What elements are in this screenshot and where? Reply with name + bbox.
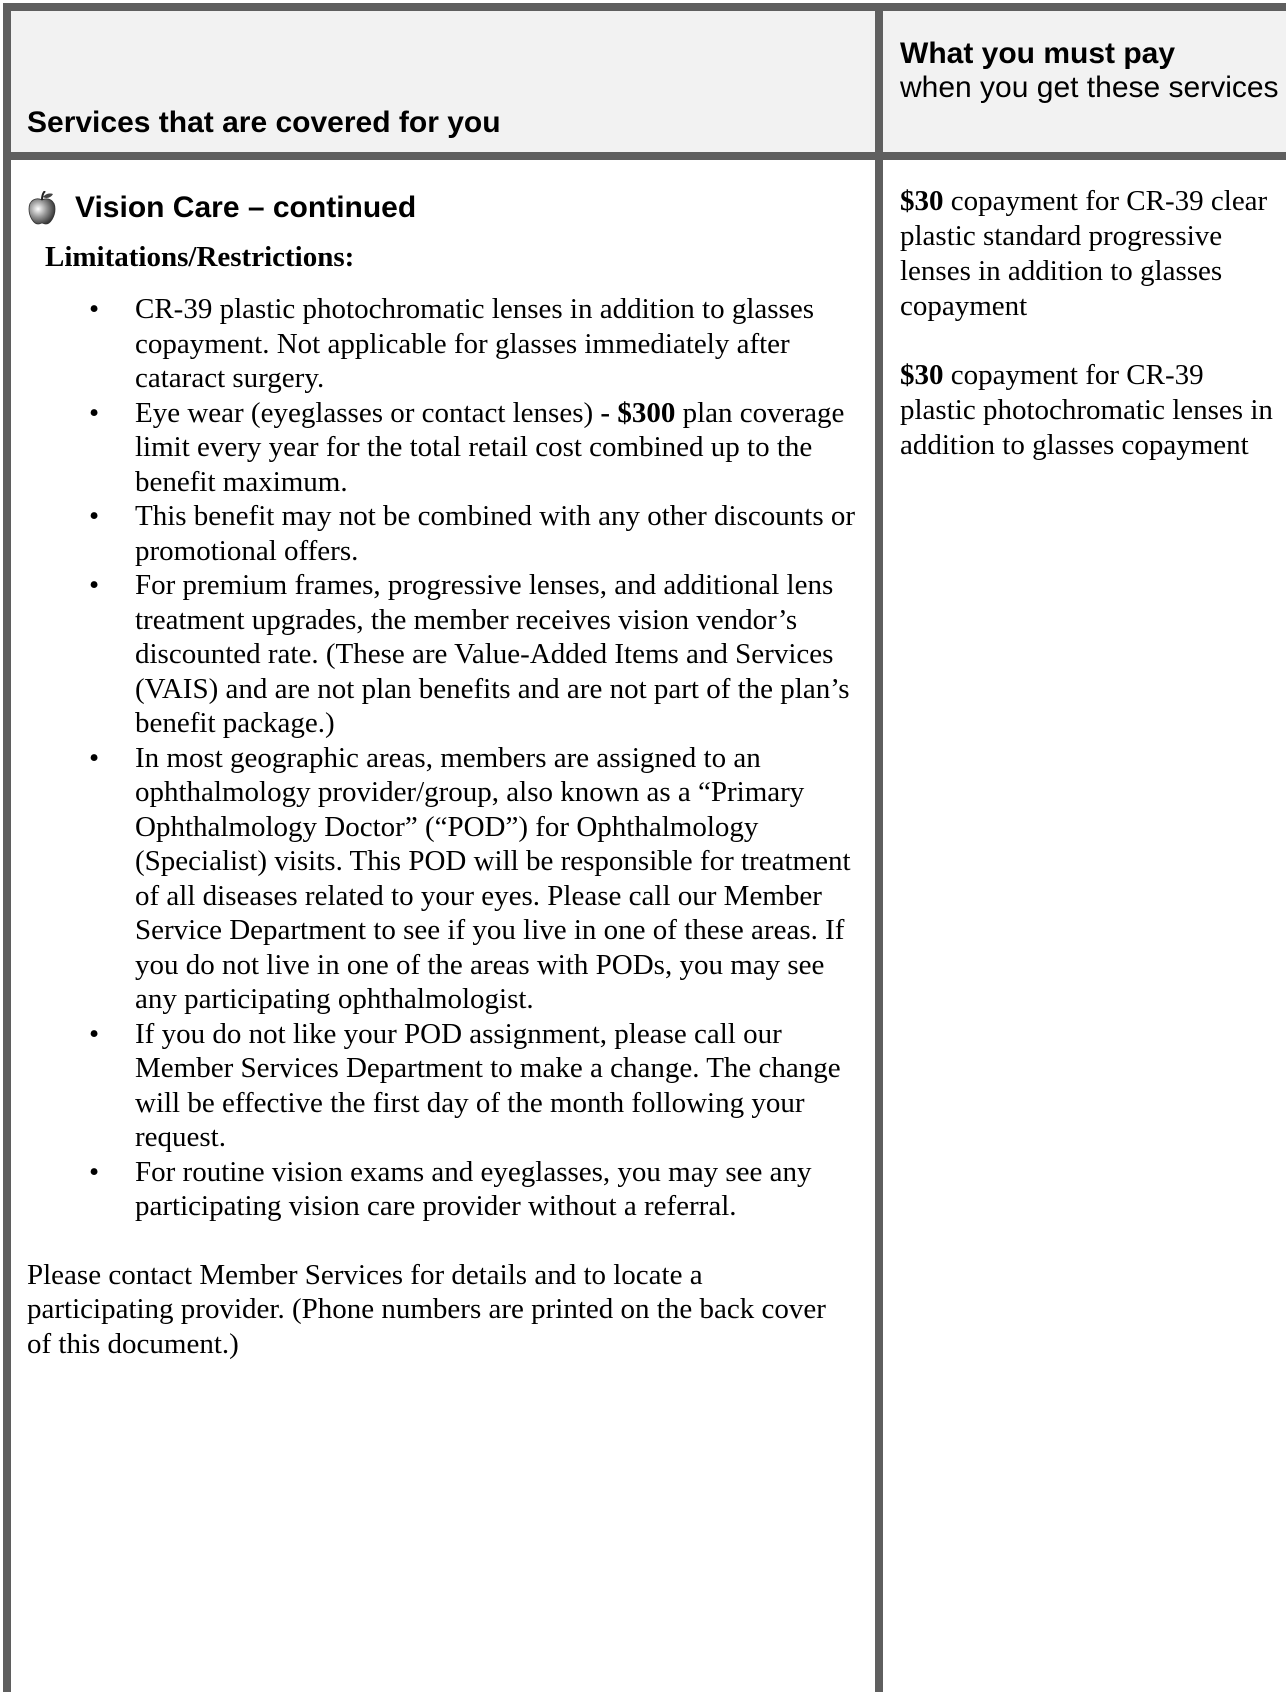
- table-border-top: [3, 3, 1286, 11]
- list-item: [27, 1155, 855, 1224]
- payment-item: [900, 184, 1276, 324]
- bullet-marker: •: [89, 741, 100, 774]
- bullet-text: plan coverage limit every year for the total retail cost combined up to the benefit maximum.: [135, 396, 845, 498]
- bullet-text: If you do not like your POD assignment, please call our Member Services Department to make a change. The change will be effective the first day of the month following your request.: [135, 1017, 841, 1153]
- payment-description: copayment for CR-39 clear plastic standard progressive lenses in addition to glasses copayment: [900, 185, 1268, 322]
- section-title-text: Vision Care – continued: [75, 191, 417, 224]
- header-pay-cell: [883, 11, 1286, 152]
- payment-amount: $30: [900, 359, 944, 391]
- bullet-text: Eye wear (eyeglasses or contact lenses): [135, 396, 601, 429]
- services-cell: [11, 160, 875, 1692]
- bullet-text: This benefit may not be combined with any other discounts or promotional offers.: [135, 500, 856, 567]
- list-item: [27, 396, 855, 500]
- list-item: [27, 741, 855, 1017]
- list-item: [27, 568, 855, 741]
- payment-description: copayment for CR-39 plastic photochromatic lenses in addition to glasses copayment: [900, 359, 1273, 461]
- bullet-marker: •: [89, 569, 100, 601]
- list-item: [27, 292, 855, 396]
- header-services-cell: [11, 11, 875, 152]
- limitations-list: [27, 292, 855, 1224]
- bullet-marker: •: [89, 293, 100, 325]
- payment-item: [900, 358, 1276, 463]
- closing-paragraph: Please contact Member Services for details and to locate a participating provider. (Phone numbers are printed on the back cover of this document.): [27, 1258, 826, 1360]
- bullet-marker: •: [89, 500, 100, 532]
- bullet-text: For premium frames, progressive lenses, and additional lens treatment upgrades, the member receives vision vendor’s discounted rate. (These are Value-Added Items and Services (VAIS) and are not plan benefits and are not part of the plan’s benefit package.): [135, 569, 850, 739]
- pay-cell: [883, 160, 1286, 1692]
- bullet-text: For routine vision exams and eyeglasses, you may see any participating vision care provider without a referral.: [135, 1155, 812, 1222]
- limitations-heading: Limitations/Restrictions:: [45, 241, 355, 273]
- table-border-left: [3, 3, 11, 1692]
- bullet-marker: •: [89, 1017, 100, 1050]
- table-border-middle: [875, 3, 883, 1692]
- header-pay-title: What you must pay: [900, 37, 1176, 70]
- list-item: [27, 1017, 855, 1155]
- header-services-title: Services that are covered for you: [27, 106, 501, 139]
- apple-icon: [27, 191, 57, 225]
- list-item: [27, 499, 855, 568]
- bullet-marker: •: [89, 396, 100, 429]
- bullet-text: In most geographic areas, members are assigned to an ophthalmology provider/group, also known as a “Primary Ophthalmology Doctor” (“POD”) for Ophthalmology (Specialist) visits. This POD will be responsible for treatment of all diseases related to your eyes. Please call our Member Service Department to see if you live in one of these areas. If you do not live in one of the areas with PODs, you may see any participating ophthalmologist.: [135, 741, 851, 1015]
- section-title: [27, 190, 855, 226]
- bullet-text: CR-39 plastic photochromatic lenses in addition to glasses copayment. Not applicable for glasses immediately after cataract surgery.: [135, 293, 814, 394]
- bullet-marker: •: [89, 1155, 100, 1188]
- table-border-header: [3, 152, 1286, 160]
- payment-amount: $30: [900, 185, 944, 217]
- bullet-text-bold: - $300: [600, 396, 676, 429]
- header-pay-subtitle: when you get these services: [900, 71, 1279, 104]
